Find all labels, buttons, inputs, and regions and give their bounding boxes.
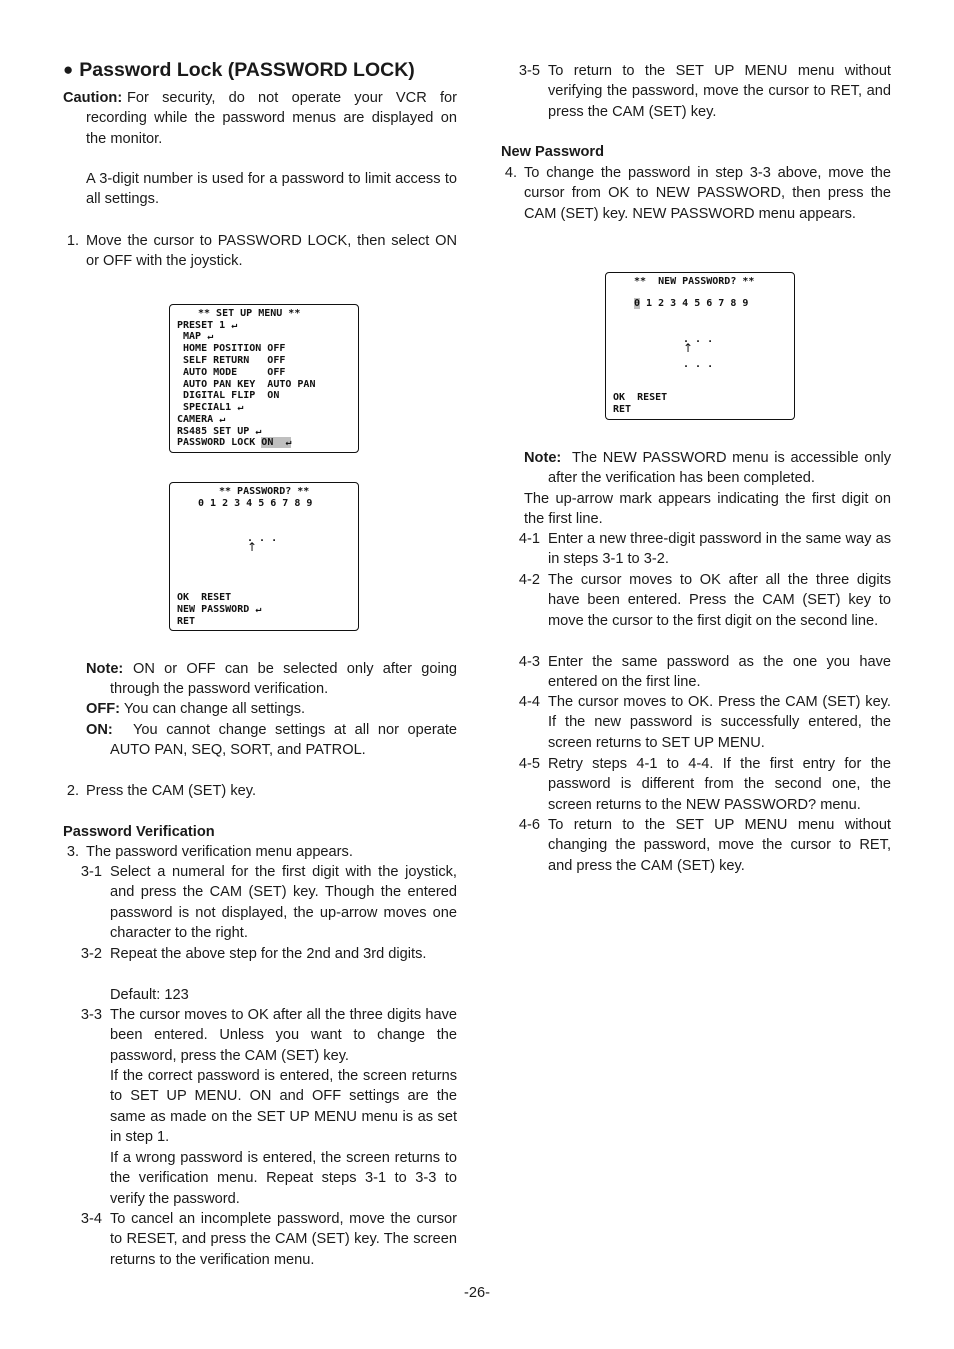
password-lock-value: ON ↵ (261, 437, 292, 448)
step-4-2-number: 4-2 (518, 572, 540, 588)
on-text: You cannot change settings at all nor operate AUTO PAN, SEQ, SORT, and PATROL. (110, 722, 457, 759)
step-2-text: Press the CAM (SET) key. (86, 783, 257, 799)
password-verification-screen (169, 482, 359, 631)
note-text: ON or OFF can be selected only after going through the password verification. (110, 661, 457, 698)
setup-menu-item: DIGITAL FLIP ON (177, 390, 280, 402)
step-3-4-number: 3-4 (80, 1211, 102, 1227)
new-password-screen (605, 272, 795, 420)
caution-text: For security, do not operate your VCR for recording while the password menus are displayed on the monitor. (86, 90, 457, 147)
caution-text-2: A 3-digit number is used for a password to limit access to all settings. (86, 171, 457, 208)
step-3-3-text: The cursor moves to OK after all the three digits have been entered. Unless you want to change the password, press the CAM (SET) key. (110, 1007, 457, 1064)
password-verification-heading: Password Verification (63, 824, 215, 840)
setup-menu-item: AUTO MODE OFF (177, 366, 286, 378)
up-arrow-icon: ↑ (683, 341, 694, 355)
setup-menu-item: SPECIAL1 ↵ (177, 402, 244, 414)
note-label: Note: (86, 661, 124, 677)
bullet-icon: ● (63, 60, 74, 79)
step-3-3-text-3: If a wrong password is entered, the screen returns to the verification menu. Repeat steps 3-1 to 3-3 to verify the password. (110, 1150, 457, 1207)
step-4-4-text: The cursor moves to OK. Press the CAM (SET) key. If the new password is successfully entered, the screen returns to SET UP MENU. (548, 694, 891, 751)
password-screen-new-password: NEW PASSWORD ↵ (177, 604, 262, 615)
section-heading: ● Password Lock (PASSWORD LOCK) (63, 59, 415, 81)
setup-menu-item: SELF RETURN OFF (177, 354, 286, 366)
setup-menu-screen (169, 304, 359, 453)
password-screen-ok-reset: OK RESET (177, 592, 232, 603)
new-password-screen-digits: 0 1 2 3 4 5 6 7 8 9 (634, 298, 749, 309)
step-1-text: Move the cursor to PASSWORD LOCK, then select ON or OFF with the joystick. (86, 233, 457, 270)
setup-menu-item: AUTO PAN KEY AUTO PAN (177, 378, 316, 390)
password-screen-dots: . . . (247, 533, 278, 544)
setup-menu-item: PRESET 1 ↵ (177, 319, 238, 331)
caution-label: Caution: (63, 90, 123, 106)
new-password-screen-dots-2: . . . (683, 359, 714, 370)
new-password-screen-title: ** NEW PASSWORD? ** (634, 276, 755, 287)
first-digit-cursor: 0 (634, 298, 641, 309)
new-password-screen-ok-reset: OK RESET (613, 392, 668, 403)
step-3-3-number: 3-3 (80, 1007, 102, 1023)
note-text-right-2: The up-arrow mark appears indicating the first digit on the first line. (524, 491, 891, 528)
step-4-3-text: Enter the same password as the one you have entered on the first line. (548, 654, 891, 691)
step-4-1-number: 4-1 (518, 531, 540, 547)
step-3-1-number: 3-1 (80, 864, 102, 880)
step-4-number: 4. (504, 165, 517, 181)
step-4-6-number: 4-6 (518, 817, 540, 833)
step-3-4-text: To cancel an incomplete password, move the cursor to RESET, and press the CAM (SET) key. The screen returns to the verification menu. (110, 1211, 457, 1268)
step-3-1-text: Select a numeral for the first digit with the joystick, and press the CAM (SET) key. Though the entered password is not displayed, the up-arrow moves one character to the right. (110, 864, 457, 942)
step-4-1-text: Enter a new three-digit password in the same way as in steps 3-1 to 3-2. (548, 531, 891, 568)
new-password-screen-ret: RET (613, 404, 632, 415)
note-label-right: Note: (524, 450, 562, 466)
page-number: -26- (464, 1285, 490, 1301)
step-3-3-text-2: If the correct password is entered, the screen returns to SET UP MENU. ON and OFF settings are the same as made on the SET UP MENU menu is as set in step 1. (110, 1068, 457, 1146)
password-screen-title: ** PASSWORD? ** (219, 486, 310, 497)
step-4-2-text: The cursor moves to OK after all the three digits have been entered. Press the CAM (SET) key to move the cursor to the first digit on the second line. (548, 572, 891, 629)
step-4-5-text: Retry steps 4-1 to 4-4. If the first entry for the password is different from the second one, the screen returns to the NEW PASSWORD? menu. (548, 756, 891, 813)
new-password-heading: New Password (501, 144, 605, 160)
step-4-5-number: 4-5 (518, 756, 540, 772)
step-3-2-text: Repeat the above step for the 2nd and 3rd digits. (110, 946, 427, 962)
step-4-4-number: 4-4 (518, 694, 540, 710)
step-2-number: 2. (66, 783, 79, 799)
step-1-number: 1. (66, 233, 79, 249)
note-text-right: The NEW PASSWORD menu is accessible only after the verification has been completed. (548, 450, 891, 487)
password-screen-digits: 0 1 2 3 4 5 6 7 8 9 (198, 498, 313, 509)
step-3-2-default: Default: 123 (110, 987, 189, 1003)
step-3-5-text: To return to the SET UP MENU menu without verifying the password, move the cursor to RET, and press the CAM (SET) key. (548, 63, 891, 120)
step-4-6-text: To return to the SET UP MENU menu without changing the password, move the cursor to RET, and press the CAM (SET) key. (548, 817, 891, 874)
setup-menu-item: RS485 SET UP ↵ (177, 425, 262, 437)
setup-menu-password-lock: PASSWORD LOCK ON ↵ (177, 437, 292, 448)
new-password-screen-dots-1: . . . (683, 334, 714, 345)
off-setting: OFF: You can change all settings. (86, 701, 306, 717)
up-arrow-icon: ↑ (247, 540, 258, 554)
setup-menu-item: HOME POSITION OFF (177, 343, 286, 355)
step-4-text: To change the password in step 3-3 above, move the cursor from OK to NEW PASSWORD, then press the CAM (SET) key. NEW PASSWORD menu appears. (524, 165, 891, 222)
password-screen-ret: RET (177, 616, 196, 627)
step-3-5-number: 3-5 (518, 63, 540, 79)
step-3-text: The password verification menu appears. (86, 844, 353, 860)
step-4-3-number: 4-3 (518, 654, 540, 670)
setup-menu-title: ** SET UP MENU ** (198, 308, 301, 319)
on-label: ON: (86, 722, 113, 738)
step-3-number: 3. (66, 844, 79, 860)
setup-menu-item: MAP ↵ (177, 331, 214, 343)
setup-menu-item: CAMERA ↵ (177, 413, 226, 425)
step-3-2-number: 3-2 (80, 946, 102, 962)
